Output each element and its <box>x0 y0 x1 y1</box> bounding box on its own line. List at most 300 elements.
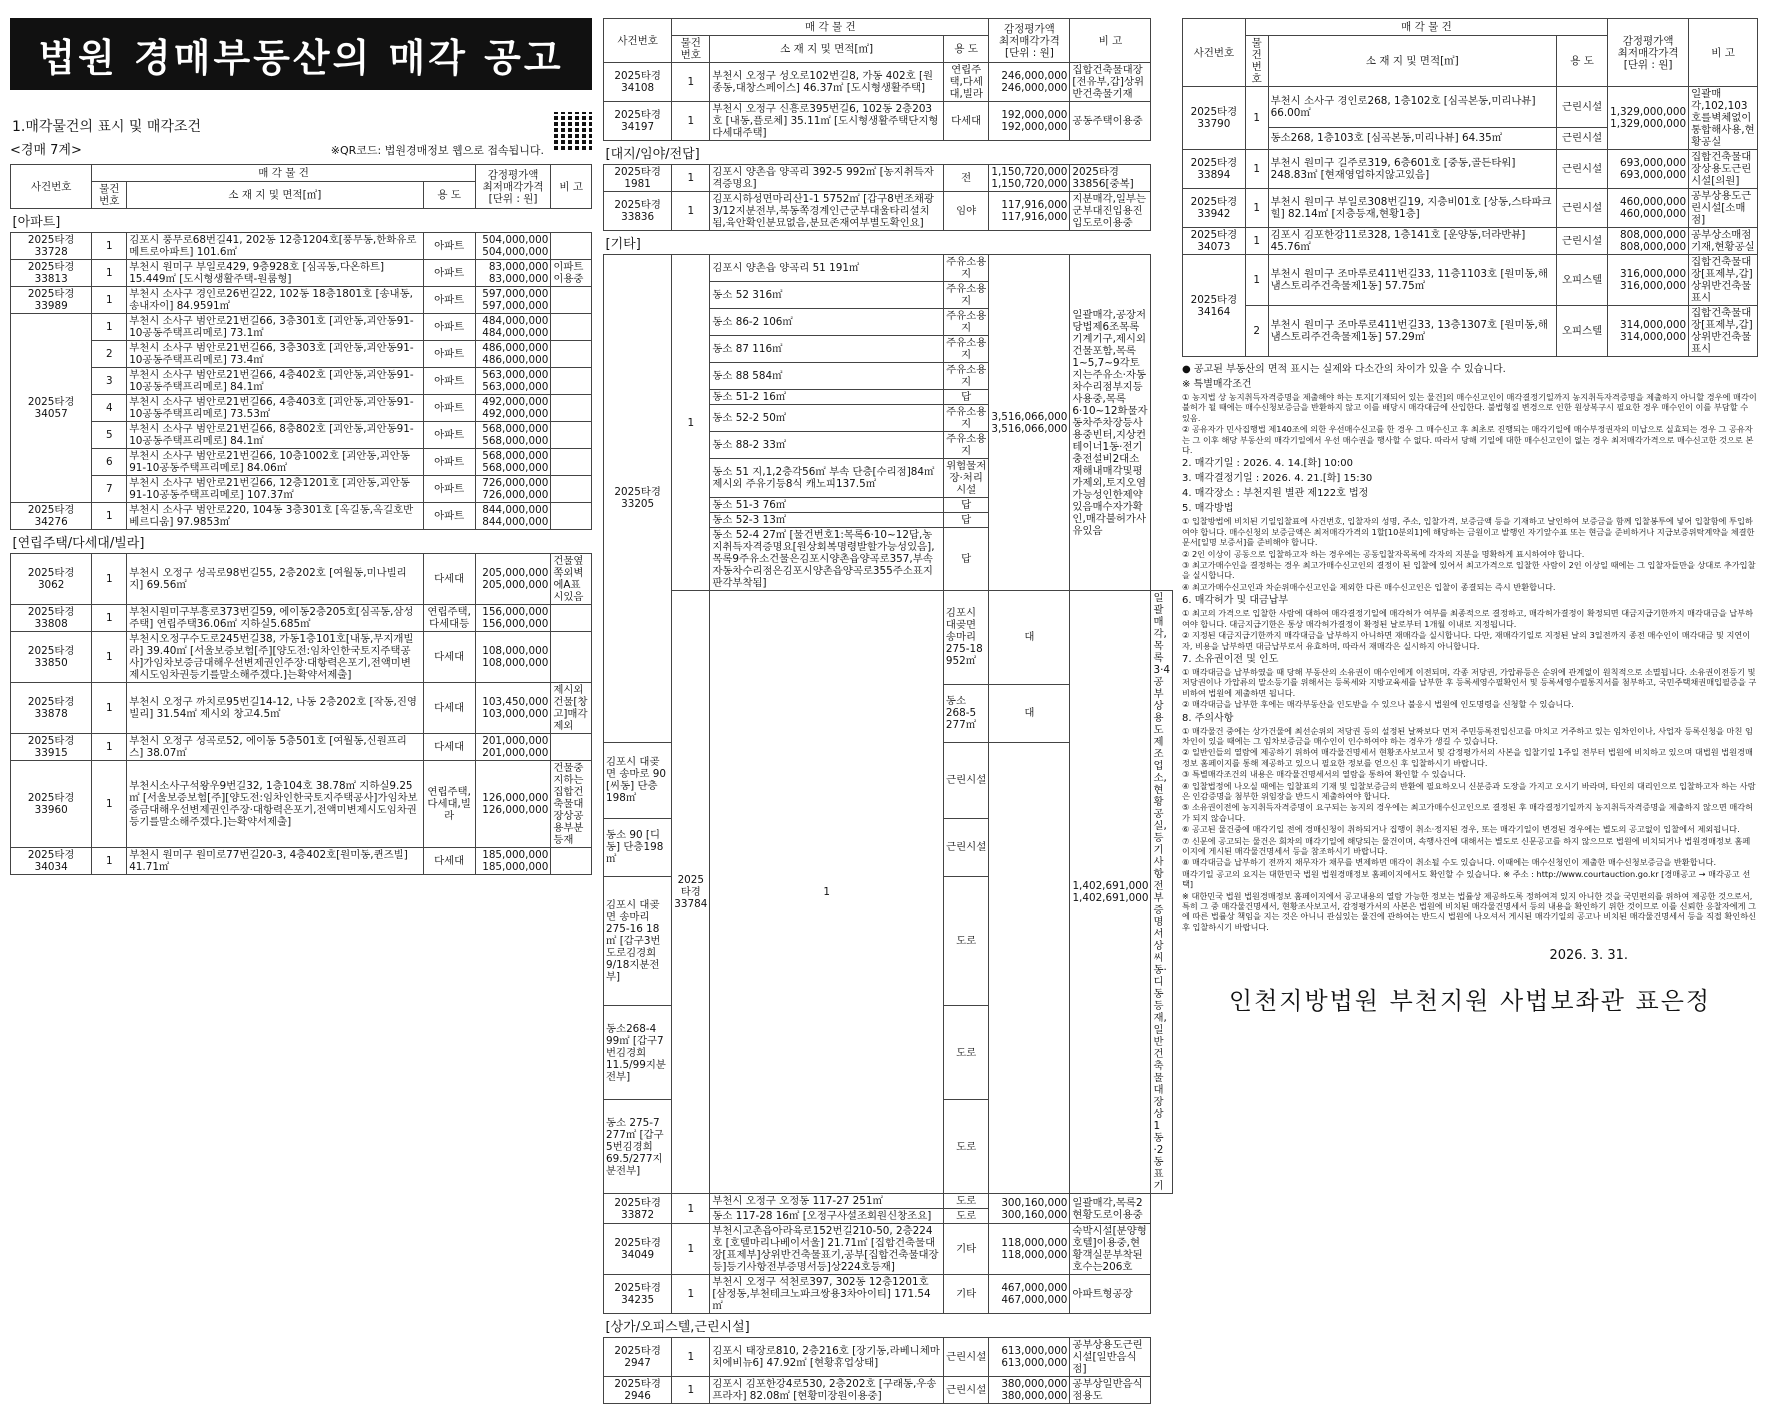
notice-date: 2026. 3. 31. <box>1549 948 1628 964</box>
item-number: 5 <box>92 422 127 449</box>
price: 568,000,000 568,000,000 <box>475 422 551 449</box>
table-row <box>604 63 1173 102</box>
remarks: 일괄매각,공장저당법제6조목록기계기구,제시외건물포함,목록1~5,7~9각토지는주유소·자동차수리점부지등사용중,목록6·10~12화물자동차주차장등사용중빈터,지상컨테이너1동·전기충전설비2대소재해내매각및평가제외,토지오염가능성인한제약있음매수자가확인,매각불허가사유있음 <box>1070 255 1151 591</box>
property-location: 동소 51 지,1,2층각56㎡ 부속 단층[수리점]84㎡ 제시외 주유기등8식 캐노피137.5㎡ <box>710 459 944 498</box>
property-use: 주유소용지 <box>943 405 988 432</box>
notice-line: ③ 특별매각조건의 내용은 매각물건명세서의 열람을 통하여 확인할 수 있습니다. <box>1182 769 1466 780</box>
property-use: 전 <box>943 165 988 192</box>
price: 693,000,000 693,000,000 <box>1608 150 1689 189</box>
property-use: 근린시설 <box>943 1377 988 1404</box>
notice-line: 매각기일 공고의 요지는 대한민국 법원 법원경매정보 홈페이지에서도 확인할 수 있습니다. ※ 주소 : http://www.courtauction.go.kr [경매공고 → 매각공고 선택] <box>1182 868 1751 890</box>
table-row <box>11 476 592 503</box>
notice-line: ① 입찰방법에 비치된 기일입찰표에 사건번호, 입찰자의 성명, 주소, 입찰가격, 보증금액 등을 기재하고 날인하여 보증금을 함께 입찰봉투에 넣어 입찰함에 투입하여야 합니다. 매수신청의 보증금액은 최저매각가격의 1할[10분의1]에 해당하는 금원이고 발행인 자기앞수표 또는 현금을 준비하거나 지급보증위탁계약을 체결한 문서[일명 보증서]를 준비해야 합니다. <box>1182 516 1755 548</box>
property-use: 다세대 <box>423 848 475 875</box>
property-use: 위험물저장·처리시설 <box>943 459 988 498</box>
case-number: 2025타경 33942 <box>1183 189 1246 228</box>
table-row <box>1183 189 1758 228</box>
property-use: 연립주택,다세대등 <box>423 605 475 632</box>
property-use: 오피스텔 <box>1557 306 1608 357</box>
column-2 <box>603 18 1173 1404</box>
price: 808,000,000 808,000,000 <box>1608 228 1689 255</box>
remarks: 일괄매각,102,103호를벽체없이통합해사용,현황공실 <box>1689 87 1758 150</box>
location-header: 소 재 지 및 면적[㎡] <box>1268 36 1556 87</box>
case-number: 2025타경 34049 <box>604 1224 672 1275</box>
property-location: 부천시 소사구 범안로21번길66, 8층802호 [괴안동,괴안동91-10공동주택프리메로] 84.1㎡ <box>127 422 423 449</box>
section-title: [기타] <box>604 231 1151 255</box>
item-number: 1 <box>92 761 127 848</box>
table-row <box>1183 306 1758 357</box>
section-title: [연립주택/다세대/빌라] <box>11 530 592 554</box>
case-number: 2025타경 33728 <box>11 233 92 260</box>
property-use: 아파트 <box>423 395 475 422</box>
notice-conditions <box>1182 363 1758 932</box>
property-location: 부천시 원미구 조마루로411번길33, 11층1103호 [원미동,해냄스토리주건축물제1동] 57.75㎡ <box>1268 255 1556 306</box>
case-number: 2025타경 34164 <box>1183 255 1246 357</box>
property-location: 부천시고촌읍아라육로152번길210-50, 2층224호 [호텔마리나베이서울] 21.71㎡ [집합건축물대장[표제부]상위반건축물표기,공부[집합건축물대장등]등기사항전부증명서등]상224호등재] <box>710 1224 944 1275</box>
item-number: 1 <box>710 591 944 1194</box>
price: 467,000,000 467,000,000 <box>989 1275 1070 1314</box>
notice-line: ⑦ 신문에 공고되는 물건은 회차의 매각기일에 해당되는 물건이며, 속행사건에 대해서는 별도로 신문공고를 하지 않으므로 법원에 비치되거나 법원경매정보 홈페이지에 게시된 매각물건명세서 등을 참조하시기 바랍니다. <box>1182 835 1751 856</box>
appraisal-header: 감정평가액 최저매각가격 [단위 : 원] <box>475 165 551 209</box>
property-location: 부천시 소사구 범안로21번길66, 3층303호 [괴안동,괴안동91-10공동주택프리메로] 73.4㎡ <box>127 341 423 368</box>
remarks: 공동주택이용중 <box>1070 102 1151 141</box>
property-location: 부천시 오정구 성곡로52, 에이동 5층501호 [여월동,신원프리스] 38.07㎡ <box>127 734 423 761</box>
item-number: 1 <box>672 192 710 231</box>
property-use: 아파트 <box>423 314 475 341</box>
notice-line: ③ 최고가매수인을 결정하는 경우 최고가매수신고인의 결정이 된 입찰에 있어서 최고가격으로 입찰한 사람이 2인 이상일 때에는 그 입찰자들만을 상대로 추가입찰을 실시합니다. <box>1182 560 1756 581</box>
property-use: 오피스텔 <box>1557 255 1608 306</box>
table-row <box>604 165 1173 192</box>
remarks <box>551 848 592 875</box>
property-location: 부천시 소사구 범안로21번길66, 12층1201호 [괴안동,괴안동91-10공동주택프리메로] 107.37㎡ <box>127 476 423 503</box>
table-row <box>604 1224 1173 1275</box>
property-location: 동소 52-3 13㎡ <box>710 513 944 528</box>
item-number: 1 <box>92 233 127 260</box>
notice-line: ※ 특별매각조건 <box>1182 379 1252 390</box>
property-location: 동소 117-28 16㎡ [오정구사설조회원신창조요] <box>710 1209 944 1224</box>
case-number: 2025타경 34034 <box>11 848 92 875</box>
property-location: 김포시 김포한강11로328, 1층141호 [운양동,더라반뷰] 45.76㎡ <box>1268 228 1556 255</box>
remarks: 일괄매각,목록3·4공부상용도제조업소,현황공실,등기사항전부증명서상씨동·디동등재,일반건축물대장상1동·2동표기 <box>1151 591 1173 1194</box>
notice-line: ⑧ 매각대금을 납부하기 전까지 채무자가 채무를 변제하면 매각이 취소될 수도 있습니다. 이때에는 매수신청인이 제출한 매수신청보증금을 반환합니다. <box>1182 857 1717 868</box>
property-use: 아파트 <box>423 233 475 260</box>
notice-line: ① 최고의 가격으로 입찰한 사람에 대하여 매각결정기일에 매각허가 여부를 최종적으로 결정하고, 매각허가결정이 확정되면 대금지급기한까지 매각대금을 납부하여야 합니다. 대금지급기한은 통상 매각허가결정이 확정된 날로부터 1개월 이내로 지정됩니다. <box>1182 608 1753 629</box>
price: 108,000,000 108,000,000 <box>475 632 551 683</box>
case-no-header: 사건번호 <box>604 19 672 63</box>
remarks: 숙박시설[분양형호텔]이용중,현황객실문부착된호수는206호 <box>1070 1224 1151 1275</box>
price: 504,000,000 504,000,000 <box>475 233 551 260</box>
notice-line: ④ 최고가매수신고인과 차순위매수신고인을 제외한 다른 매수신고인은 입찰이 종결되는 즉시 반환합니다. <box>1182 581 1556 592</box>
item-number: 1 <box>92 632 127 683</box>
case-number: 2025타경 34235 <box>604 1275 672 1314</box>
property-use: 임야 <box>943 192 988 231</box>
item-number: 1 <box>92 848 127 875</box>
property-use: 다세대 <box>423 683 475 734</box>
property-use: 주유소용지 <box>943 255 988 282</box>
case-number: 2025타경 2946 <box>604 1377 672 1404</box>
section-row <box>604 141 1173 165</box>
case-number: 2025타경 33205 <box>604 255 672 743</box>
property-use: 도로 <box>943 1209 988 1224</box>
table-row <box>1183 150 1758 189</box>
court-signature: 인천지방법원 부천지원 사법보좌관 표은정 <box>1228 987 1712 1016</box>
price: 118,000,000 118,000,000 <box>989 1224 1070 1275</box>
property-use: 주유소용지 <box>943 282 988 309</box>
property-location: 부천시원미구부흥로373번길59, 에이동2층205호[심곡동,삼성주택] 연립주택36.06㎡ 지하실5.685㎡ <box>127 605 423 632</box>
auction-table-3 <box>1182 18 1758 357</box>
table-row <box>1183 255 1758 306</box>
case-number: 2025타경 33784 <box>672 591 710 1194</box>
case-no-header: 사건번호 <box>1183 19 1246 87</box>
price: 597,000,000 597,000,000 <box>475 287 551 314</box>
price: 1,150,720,000 1,150,720,000 <box>989 165 1070 192</box>
case-number: 2025타경 33790 <box>1183 87 1246 150</box>
table-row <box>604 591 1173 685</box>
note-header: 비 고 <box>1689 19 1758 87</box>
notice-line: ① 매각물건 중에는 상가건물에 최선순위의 저당권 등의 설정된 날짜보다 먼저 주민등록전입신고를 마치고 거주하고 있는 임차인이나, 사업자 등록신청을 마친 임차인이 있을 때에는 그 임차보증금을 매수인이 인수하여야 하는 경우가 생길 수 있습니다. <box>1182 725 1753 746</box>
remarks <box>551 503 592 530</box>
remarks: 일괄매각,목록2현황도로이용중 <box>1070 1194 1151 1224</box>
property-use: 아파트 <box>423 341 475 368</box>
table-row <box>604 1338 1173 1377</box>
property-location: 동소268-4 99㎡ [갑구7번김경희11.5/99지분전부] <box>604 1006 672 1100</box>
location-header: 소 재 지 및 면적[㎡] <box>127 182 423 209</box>
notice-line: 6. 매각허가 및 대금납부 <box>1182 595 1289 607</box>
price: 844,000,000 844,000,000 <box>475 503 551 530</box>
property-location: 동소 268-5 277㎡ <box>943 684 988 742</box>
property-location: 부천시 원미구 조마루로411번길33, 13층1307호 [원미동,해냄스토리주건축물제1동] 57.29㎡ <box>1268 306 1556 357</box>
table-row <box>11 341 592 368</box>
table-row <box>11 848 592 875</box>
table-row <box>11 683 592 734</box>
property-location: 부천시 원미구 부일로429, 9층928호 [심곡동,다온하트] 15.449㎡ [도시형생활주택-원룸형] <box>127 260 423 287</box>
item-number: 1 <box>672 63 710 102</box>
property-use: 연립주택,다세대,빌라 <box>423 761 475 848</box>
section-row <box>604 231 1173 255</box>
property-location: 부천시 원미구 길주로319, 6층601호 [중동,골든타워] 248.83㎡ [현재영업하지않고있음] <box>1268 150 1556 189</box>
property-location: 동소 90 [디동] 단층198㎡ <box>604 818 672 876</box>
notice-line: ⑤ 소유권이전에 농지취득자격증명이 요구되는 농지의 경우에는 최고가매수신고인으로 결정된 후 매각결정기일까지 농지취득자격증명을 제출하지 않으면 매각허가 되지 않습니다. <box>1182 802 1754 823</box>
item-number: 1 <box>672 165 710 192</box>
property-use: 근린시설 <box>1557 127 1608 150</box>
item-number: 1 <box>672 1194 710 1224</box>
case-number: 2025타경 34276 <box>11 503 92 530</box>
item-no-header: 물건 번호 <box>1245 36 1268 87</box>
table-row <box>11 287 592 314</box>
table-row <box>11 422 592 449</box>
property-location: 부천시 오정구 석천로397, 302동 12층1201호 [삼정동,부천테크노파크쌍용3차아이티] 171.54㎡ <box>710 1275 944 1314</box>
remarks <box>551 341 592 368</box>
section-title: [대지/임야/전답] <box>604 141 1151 165</box>
notice-line: ① 매각대금을 납부하였을 때 당해 부동산의 소유권이 매수인에게 이전되며, 각종 저당권, 가압류등은 순위에 관계없이 원칙적으로 소멸됩니다. 소유권이전등기 및 저당권이나 가압류의 말소등기를 위해서는 등록세와 지방교육세를 납부한 후 등록세영수필확인서 및 등록세영수필통지서를 첨부하고, 국민주택채권매입필증을 구비하여 법원에 제출하면 됩니다. <box>1182 666 1757 698</box>
property-location: 김포시 풍무로68번길41, 202동 12층1204호[풍무동,한화유로메트로아파트] 101.6㎡ <box>127 233 423 260</box>
property-use: 아파트 <box>423 368 475 395</box>
notice-line: 8. 주의사항 <box>1182 712 1234 724</box>
price: 126,000,000 126,000,000 <box>475 761 551 848</box>
property-use: 도로 <box>943 876 988 1006</box>
property-use: 근린시설 <box>943 818 988 876</box>
auction-table-2 <box>603 18 1173 1404</box>
remarks: 공부상용도근린시설[소매점] <box>1689 189 1758 228</box>
price: 117,916,000 117,916,000 <box>989 192 1070 231</box>
table-row <box>1183 228 1758 255</box>
table-row <box>604 1194 1173 1209</box>
notice-line: ⑥ 공고된 물건중에 매각기일 전에 경매신청이 취하되거나 집행이 취소·정지된 경우, 또는 매각기일이 변경된 경우에는 별도의 공고없이 입찰에서 제외됩니다. <box>1182 824 1740 835</box>
notice-line: ② 매각대금을 납부한 후에는 매각부동산을 인도받을 수 있으나 불응시 법원에 인도명령을 신청할 수 있습니다. <box>1182 699 1574 710</box>
notice-line: 5. 매각방법 <box>1182 503 1234 515</box>
property-location: 부천시소사구석왕우9번길32, 1층104호 38.78㎡ 지하실9.25㎡ [서울보증보험[주][양도전:임차인한국토지주택공사]가임차보증금대해우선변제권인주장·대항력은포기,전액미변제시도임차권등기를말소해주겠다.]는확약서제출] <box>127 761 423 848</box>
remarks <box>551 422 592 449</box>
notice-line: ● 공고된 부동산의 면적 표시는 실제와 다소간의 차이가 있을 수 있습니다. <box>1182 364 1506 375</box>
property-location: 부천시 소사구 경인로26번길22, 102동 18층1801호 [송내동,송내자이] 84.9591㎡ <box>127 287 423 314</box>
remarks: 지분매각,일부는군부대진입용진입도로이용중 <box>1070 192 1151 231</box>
remarks: 공부상일반음식점용도 <box>1070 1377 1151 1404</box>
notice-line: ② 일반인들의 열람에 제공하기 위하여 매각물건명세서 현황조사보고서 및 감정평가서의 사본을 입찰기일 1주일 전부터 법원에 비치하고 있으며 대법원 법원경매정보 홈페이지를 통해 제공하고 있으니 필요한 정보를 얻으신 후 입찰하시기 바랍니다. <box>1182 747 1753 768</box>
property-location: 부천시 오정구 신흥로395번길6, 102동 2층203호 [내동,플로체] 35.11㎡ [도시형생활주택단지형다세대주택] <box>710 102 944 141</box>
case-number: 2025타경 33808 <box>11 605 92 632</box>
property-location: 김포시 김포한강4로530, 2층202호 [구래동,우송프라자] 82.08㎡ [현황미장원이용중] <box>710 1377 944 1404</box>
property-location: 동소 87 116㎡ <box>710 336 944 363</box>
price: 484,000,000 484,000,000 <box>475 314 551 341</box>
property-use: 근린시설 <box>943 742 988 818</box>
item-number: 1 <box>1245 228 1268 255</box>
property-use: 연립주택,다세대,빌라 <box>943 63 988 102</box>
appraisal-header: 감정평가액 최저매각가격 [단위 : 원] <box>989 19 1070 63</box>
item-number: 1 <box>92 554 127 605</box>
notice-line: ※ 대한민국 법원 법원경매정보 홈페이지에서 공고내용의 열람 가능한 정보는 법률상 제공하도록 정하여져 있지 아니한 것을 국민편의를 위하여 제공한 것으로서, 특히 그 중 매각물건명세서, 현황조사보고서, 감정평가서의 사본은 법원에 비치된 매각물건명세서 등의 내용을 확인하기 위한 것이므로 이를 신뢰한 응찰자에게 그에 따른 법률상 책임을 지는 것은 아니니 관심있는 물건에 관하여는 반드시 법원에 나오셔서 게시된 매각기일의 공고나 비치된 매각물건명세서 등을 직접 확인하신 후 입찰하시기 바랍니다. <box>1182 890 1757 932</box>
property-use: 아파트 <box>423 503 475 530</box>
remarks <box>551 233 592 260</box>
item-number: 7 <box>92 476 127 503</box>
remarks: 아파트형공장 <box>1070 1275 1151 1314</box>
notice-line: ② 공유자가 민사집행법 제140조에 의한 우선매수신고를 한 경우 그 매수신고 후 최초로 진행되는 매각기일에 매수부정권자의 미납으로 실효되는 경우 그 공유자는 그 이후 해당 부동산의 매각기일에서 우선 매수권을 행사할 수 없다. 따라서 당해 기일에 대한 매수신고인이 없는 경우 최저매각가격으로 매수신고한 것으로 본다. <box>1182 424 1754 456</box>
property-use: 주유소용지 <box>943 432 988 459</box>
remarks: 집합건축물대장상용도근린시설[의원] <box>1689 150 1758 189</box>
case-number: 2025타경 1981 <box>604 165 672 192</box>
price: 185,000,000 185,000,000 <box>475 848 551 875</box>
case-number: 2025타경 33878 <box>11 683 92 734</box>
item-number: 1 <box>672 102 710 141</box>
property-location: 부천시 소사구 경인로268, 1층102호 [심곡본동,미리나뷰] 66.00㎡ <box>1268 87 1556 128</box>
appraisal-header: 감정평가액 최저매각가격 [단위 : 원] <box>1608 19 1689 87</box>
property-location: 부천시 소사구 범안로21번길66, 3층301호 [괴안동,괴안동91-10공동주택프리메로] 73.1㎡ <box>127 314 423 341</box>
section-row <box>11 209 592 233</box>
remarks: 공부상용도근린시설[일반음식점] <box>1070 1338 1151 1377</box>
property-location: 부천시오정구수도로245번길38, 가동1층101호[내동,무지개빌라] 39.40㎡ [서울보증보험[주][양도전:임차인한국토지주택공사]가임차보증금대해우선변제권인주장·대항력은포기,전액미변제시도임차권등기를말소해주겠다.]는확약서제출] <box>127 632 423 683</box>
property-use: 근린시설 <box>943 1338 988 1377</box>
remarks: 집합건축물대장[전유부,갑]상위반건축물기재 <box>1070 63 1151 102</box>
case-number: 2025타경 33872 <box>604 1194 672 1224</box>
table-row <box>11 233 592 260</box>
use-header: 용 도 <box>943 36 988 63</box>
remarks <box>551 314 592 341</box>
item-number: 1 <box>92 260 127 287</box>
table-row <box>604 1275 1173 1314</box>
qr-note: ※QR코드: 법원경매정보 웹으로 접속됩니다. <box>330 144 544 157</box>
table-header-row <box>1183 19 1758 36</box>
item-group-header: 매 각 물 건 <box>1245 19 1607 36</box>
item-number: 2 <box>1245 306 1268 357</box>
price: 486,000,000 486,000,000 <box>475 341 551 368</box>
case-number: 2025타경 33836 <box>604 192 672 231</box>
property-location: 김포시 태장로810, 2층216호 [장기동,라베니체마치에비뉴6] 47.92㎡ [현황휴업상태] <box>710 1338 944 1377</box>
property-location: 동소 51-2 16㎡ <box>710 390 944 405</box>
price: 83,000,000 83,000,000 <box>475 260 551 287</box>
item-number: 1 <box>672 1275 710 1314</box>
property-use: 다세대 <box>943 102 988 141</box>
use-header: 용 도 <box>1557 36 1608 87</box>
price: 201,000,000 201,000,000 <box>475 734 551 761</box>
property-use: 대 <box>989 591 1070 685</box>
table-row <box>604 102 1173 141</box>
case-number: 2025타경 33989 <box>11 287 92 314</box>
note-header: 비 고 <box>1070 19 1151 63</box>
table-row <box>11 605 592 632</box>
remarks <box>551 287 592 314</box>
property-location: 동소 52-2 50㎡ <box>710 405 944 432</box>
notice-line: 3. 매각결정기일 : 2026. 4. 21.[화] 15:30 <box>1182 473 1373 485</box>
item-number: 1 <box>672 1224 710 1275</box>
case-number: 2025타경 33850 <box>11 632 92 683</box>
page-title: 법원 경매부동산의 매각 공고 <box>10 18 592 90</box>
property-use: 주유소용지 <box>943 336 988 363</box>
price: 103,450,000 103,000,000 <box>475 683 551 734</box>
property-location: 동소 51-3 76㎡ <box>710 498 944 513</box>
item-number: 1 <box>1245 87 1268 150</box>
item-number: 6 <box>92 449 127 476</box>
price: 613,000,000 613,000,000 <box>989 1338 1070 1377</box>
property-location: 동소 52-4 27㎡ [물건번호1:목록6·10~12답,농지취득자격증명요[원상회복명령발할가능성있음],목록9주유소건물은김포시양촌읍양곡로357,부속자동차수리점은김포시양촌읍양곡로355주소표지판각부착됨] <box>710 528 944 591</box>
property-use: 답 <box>943 390 988 405</box>
property-use: 도로 <box>943 1006 988 1100</box>
notice-line: 4. 매각장소 : 부천지원 별관 제122호 법정 <box>1182 488 1369 500</box>
remarks <box>551 368 592 395</box>
case-number: 2025타경 34073 <box>1183 228 1246 255</box>
case-number: 2025타경 34108 <box>604 63 672 102</box>
notice-line: 2. 매각기일 : 2026. 4. 14.[화] 10:00 <box>1182 458 1353 470</box>
property-use: 아파트 <box>423 422 475 449</box>
property-use: 대 <box>989 684 1070 742</box>
qr-code-icon[interactable] <box>554 112 592 150</box>
property-location: 부천시 오정구 까치로95번길14-12, 나동 2층202호 [작동,진영빌리] 31.54㎡ 제시외 창고4.5㎡ <box>127 683 423 734</box>
item-number: 1 <box>92 605 127 632</box>
price: 316,000,000 316,000,000 <box>1608 255 1689 306</box>
table-row <box>604 255 1173 282</box>
table-row <box>1183 87 1758 128</box>
price: 1,402,691,000 1,402,691,000 <box>1070 591 1151 1194</box>
property-use: 답 <box>943 528 988 591</box>
property-use: 다세대 <box>423 632 475 683</box>
table-row <box>11 632 592 683</box>
item-number: 1 <box>672 1377 710 1404</box>
remarks <box>551 476 592 503</box>
auction-table-1 <box>10 164 592 875</box>
property-location: 동소 88-2 33㎡ <box>710 432 944 459</box>
table-row <box>11 368 592 395</box>
property-use: 근린시설 <box>1557 150 1608 189</box>
notice-line: 7. 소유권이전 및 인도 <box>1182 653 1279 665</box>
notice-line: ④ 입찰법정에 나오실 때에는 입찰표의 기재 및 입찰보증금의 반환에 필요하오니 신분증과 도장을 가지고 오시기 바라며, 타인의 대리인으로 입찰하고자 하는 사람은 인감증명을 첨부한 위임장을 반드시 제출하여야 합니다. <box>1182 780 1756 801</box>
property-location: 부천시 오정구 오정동 117-27 251㎡ <box>710 1194 944 1209</box>
property-use: 도로 <box>943 1194 988 1209</box>
property-location: 동소 275-7 277㎡ [갑구5번김경희69.5/277지분전부] <box>604 1100 672 1194</box>
location-header: 소 재 지 및 면적[㎡] <box>710 36 944 63</box>
property-location: 동소268, 1층103호 [심곡본동,미리나뷰] 64.35㎡ <box>1268 127 1556 150</box>
column-3 <box>1182 18 1758 1016</box>
price: 156,000,000 156,000,000 <box>475 605 551 632</box>
item-number: 1 <box>92 683 127 734</box>
property-use: 주유소용지 <box>943 309 988 336</box>
property-location: 부천시 오정구 성오로102번길8, 가동 402호 [원종동,대창스페이스] 46.37㎡ [도시형생활주택] <box>710 63 944 102</box>
price: 1,329,000,000 1,329,000,000 <box>1608 87 1689 150</box>
case-no-header: 사건번호 <box>11 165 92 209</box>
property-location: 김포시 대곶면 송마로 90 [씨동] 단층198㎡ <box>604 742 672 818</box>
case-count: <경매 7계> <box>10 143 82 158</box>
table-row <box>11 314 592 341</box>
property-use: 다세대 <box>423 554 475 605</box>
remarks: 집합건축물대장[표제부,갑]상위반건축물표시 <box>1689 255 1758 306</box>
property-use: 다세대 <box>423 734 475 761</box>
price: 568,000,000 568,000,000 <box>475 449 551 476</box>
property-location: 김포시 양촌읍 양곡리 51 191㎡ <box>710 255 944 282</box>
remarks <box>551 449 592 476</box>
section-row <box>11 530 592 554</box>
property-location: 부천시 소사구 범안로220, 104동 3층301호 [옥길동,옥길호반베르디움] 97.9853㎡ <box>127 503 423 530</box>
property-use: 도로 <box>943 1100 988 1194</box>
property-location: 김포시 대곶면 송마리 275-18 952㎡ <box>943 591 988 685</box>
note-header: 비 고 <box>551 165 592 209</box>
price: 314,000,000 314,000,000 <box>1608 306 1689 357</box>
price: 460,000,000 460,000,000 <box>1608 189 1689 228</box>
price: 205,000,000 205,000,000 <box>475 554 551 605</box>
price: 726,000,000 726,000,000 <box>475 476 551 503</box>
price: 563,000,000 563,000,000 <box>475 368 551 395</box>
property-location: 부천시 오정구 성곡로98번길55, 2층202호 [여월동,미나빌리지] 69.56㎡ <box>127 554 423 605</box>
item-number: 1 <box>1245 150 1268 189</box>
notice-line: ② 2인 이상이 공동으로 입찰하고자 하는 경우에는 공동입찰자목록에 각자의 지분을 명확하게 표시하여야 합니다. <box>1182 548 1585 559</box>
remarks: 공부상소매점기재,현황공실 <box>1689 228 1758 255</box>
section-title: [아파트] <box>11 209 592 233</box>
table-row <box>604 1377 1173 1404</box>
item-number: 1 <box>672 255 710 591</box>
property-use: 아파트 <box>423 287 475 314</box>
notice-line: ② 지정된 대금지급기한까지 매각대금을 납부하지 아니하면 재매각을 실시합니다. 다만, 재매각기일로 지정된 날의 3일전까지 종전 매수인이 매각대금 및 지연이자, 비용을 납부하면 대금납부로서 유효하며, 따라서 재매각은 실시하지 아니합니다. <box>1182 630 1751 651</box>
section-row <box>604 1314 1173 1338</box>
table-row <box>604 192 1173 231</box>
remarks <box>551 395 592 422</box>
remarks: 건물중지하는집합건축물대장상공용부분등재 <box>551 761 592 848</box>
property-location: 부천시 소사구 범안로21번길66, 4층403호 [괴안동,괴안동91-10공동주택프리메로] 73.53㎡ <box>127 395 423 422</box>
property-use: 근린시설 <box>1557 87 1608 128</box>
price: 192,000,000 192,000,000 <box>989 102 1070 141</box>
remarks <box>551 632 592 683</box>
property-location: 김포시하성면마리산1-1 5752㎡ [갑구8번조채광3/12지분전부,북동쪽경계인근군부대울타리설치됨,육안확인분묘없음,분묘존재여부별도확인요] <box>710 192 944 231</box>
case-number: 2025타경 2947 <box>604 1338 672 1377</box>
property-use: 근린시설 <box>1557 228 1608 255</box>
case-number: 2025타경 33894 <box>1183 150 1246 189</box>
table-row <box>11 395 592 422</box>
property-location: 김포시 대곶면 송마리 275-16 18㎡ [갑구3번도로김경희9/18지분전부] <box>604 876 672 1006</box>
property-use: 답 <box>943 513 988 528</box>
remarks: 제시외건물[창고]매각제외 <box>551 683 592 734</box>
item-number: 1 <box>92 503 127 530</box>
price: 380,000,000 380,000,000 <box>989 1377 1070 1404</box>
price: 3,516,066,000 3,516,066,000 <box>989 255 1070 591</box>
property-location: 동소 86-2 106㎡ <box>710 309 944 336</box>
item-number: 1 <box>92 287 127 314</box>
item-number: 2 <box>92 341 127 368</box>
case-number: 2025타경 33915 <box>11 734 92 761</box>
